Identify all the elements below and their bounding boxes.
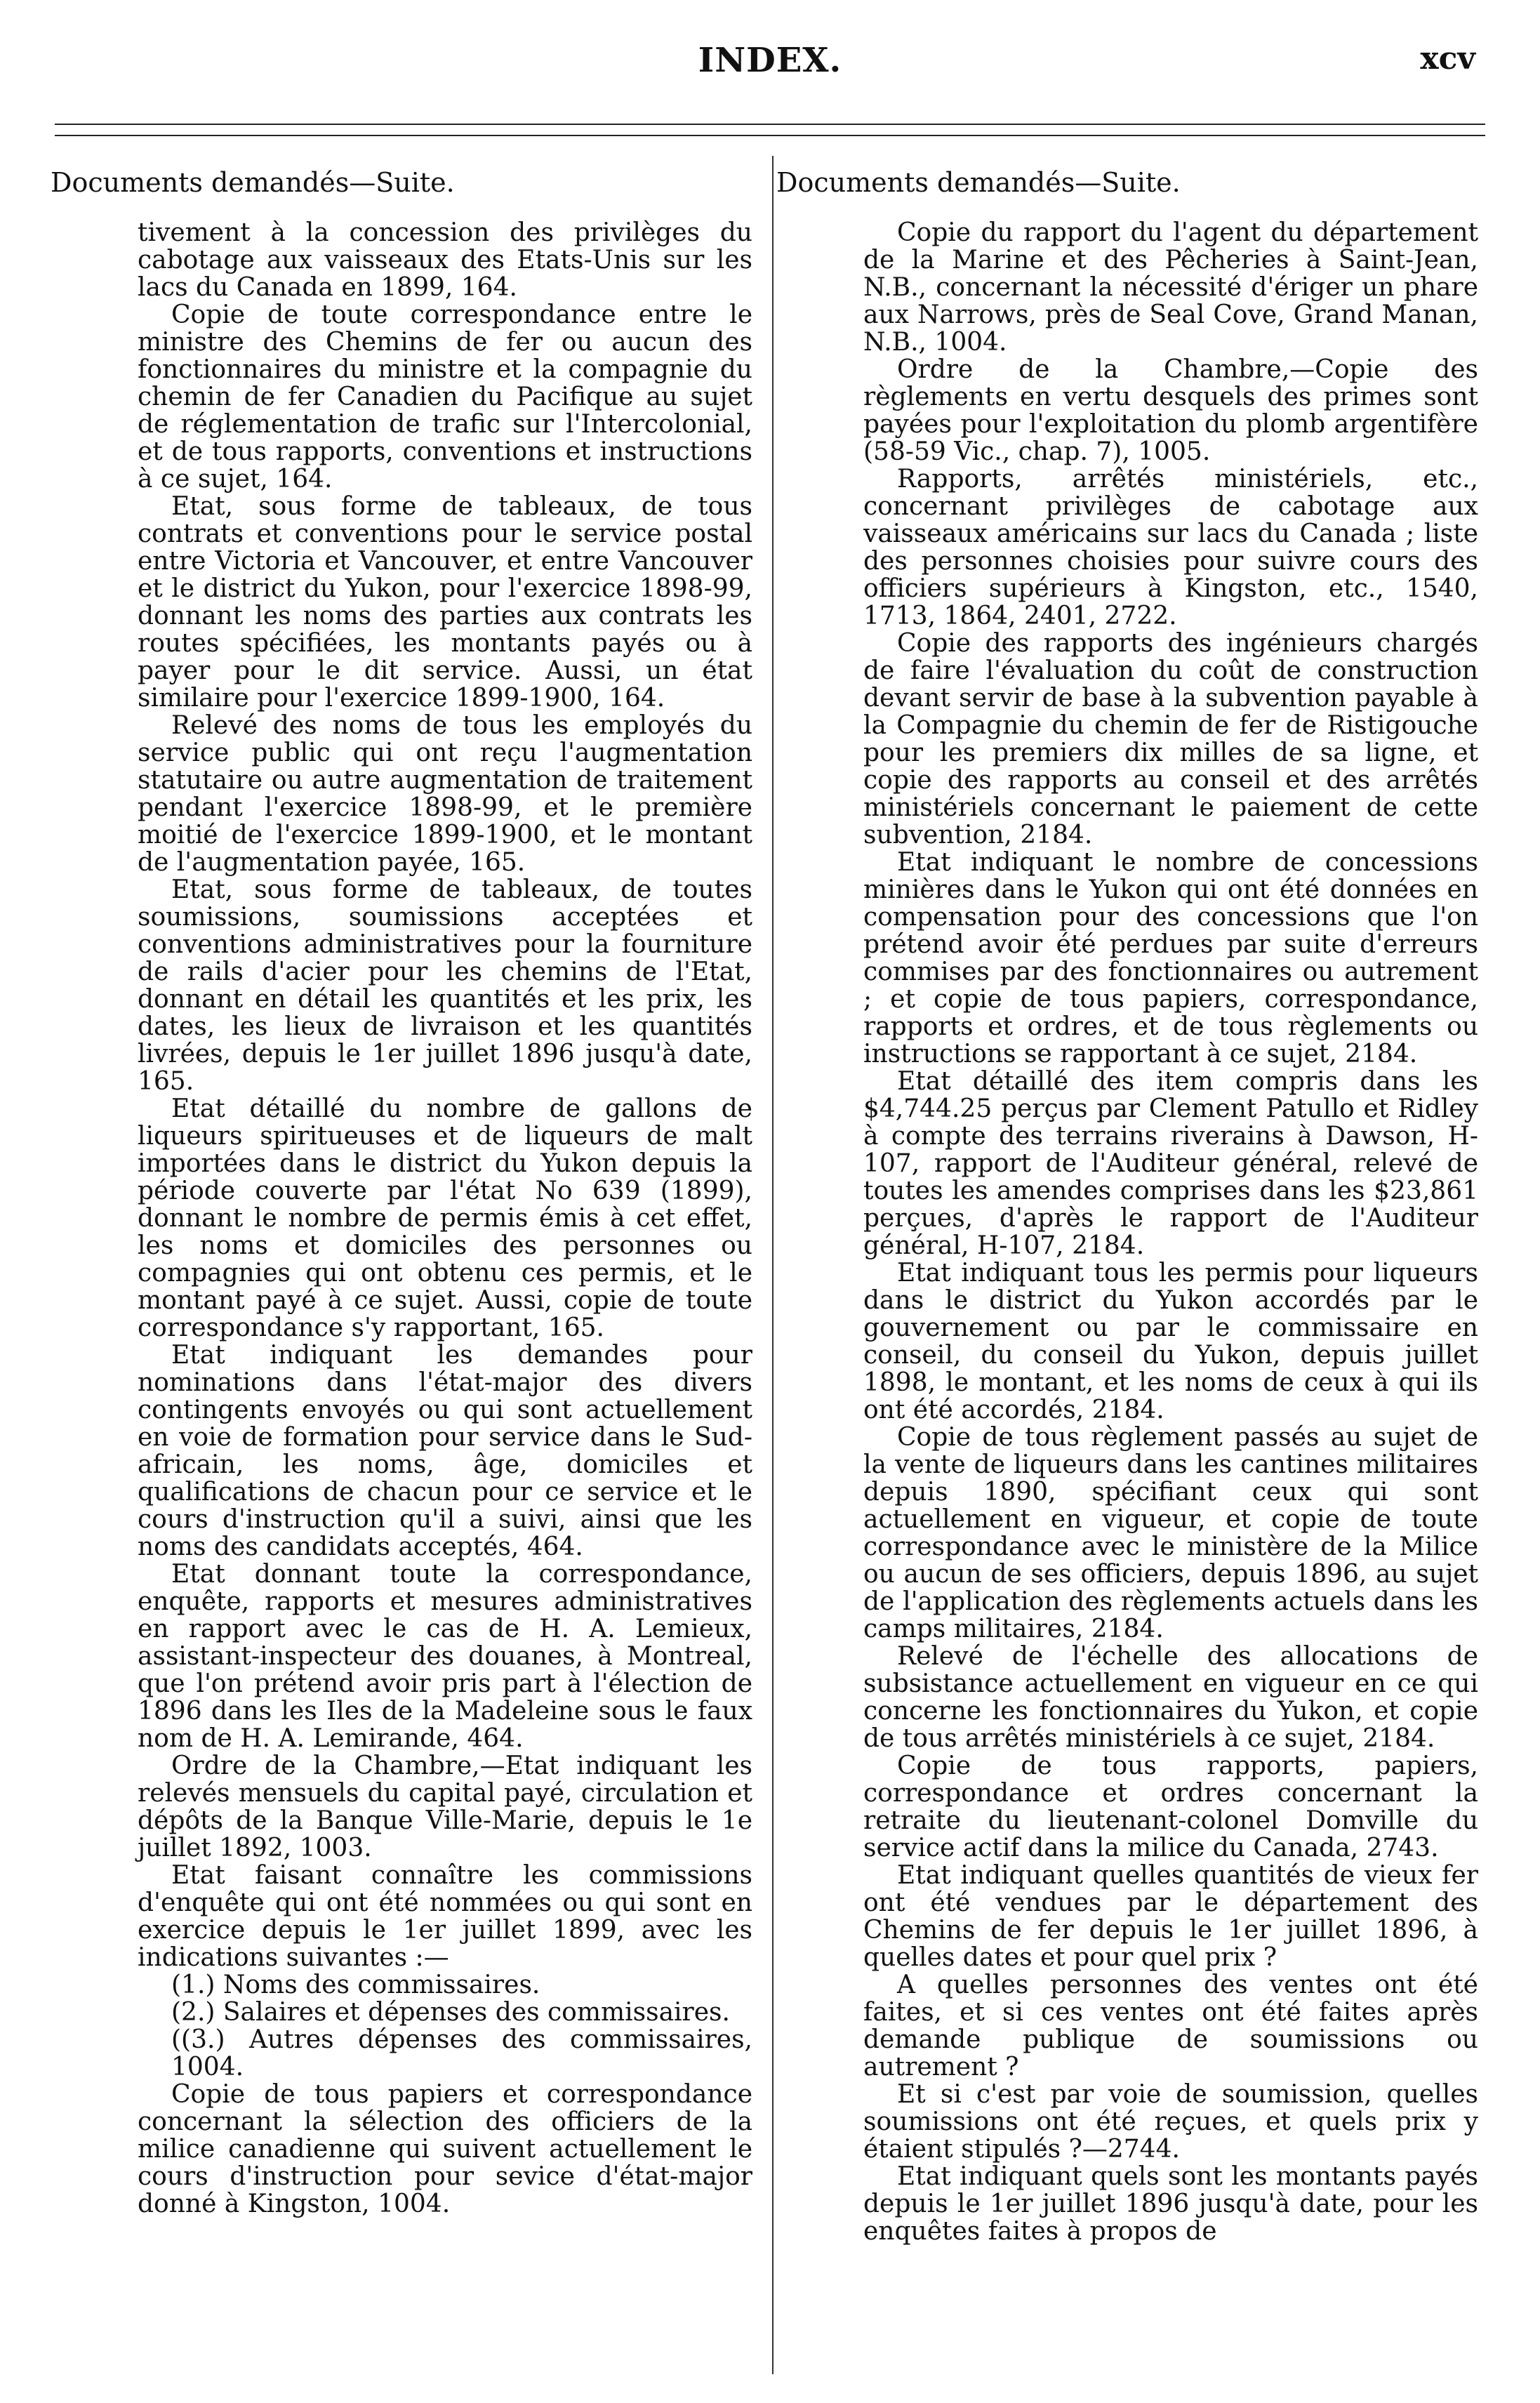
index-entry: Etat détaillé du nombre de gallons de liqueurs spiritueuses et de liqueurs de malt importées dans le district du Yukon depuis la période couverte par l'état No 639 (1899), donnant le nombre de permis émis à cet effet, les noms et domiciles des personnes ou compagnies qui ont obtenu ces permis, et le montant payé à ce sujet. Aussi, copie de toute correspondance s'y rapportant, 165.: [138, 1094, 752, 1342]
right-column-heading: Documents demandés—Suite.: [776, 167, 1181, 198]
index-entry: Etat, sous forme de tableaux, de toutes soumissions, soumissions acceptées et conventions administratives pour la fourniture de rails d'acier pour les chemins de l'Etat, donnant en détail les quantités et les prix, les dates, les lieux de livraison et les quantités livrées, depuis le 1er juillet 1896 jusqu'à date, 165.: [138, 875, 752, 1096]
left-column-heading: Documents demandés—Suite.: [51, 167, 455, 198]
column-divider: [772, 156, 774, 2374]
index-entry: Rapports, arrêtés ministériels, etc., concernant privilèges de cabotage aux vaisseaux américains sur lacs du Canada ; liste des personnes choisies pour suivre cours des officiers supérieurs à Kingston, etc., 1540, 1713, 1864, 2401, 2722.: [863, 465, 1478, 630]
right-column: [776, 166, 1478, 2245]
index-entry: Etat détaillé des item compris dans les $4,744.25 perçus par Clement Patullo et Ridley à compte des terrains riverains à Dawson, H-107, rapport de l'Auditeur général, relevé de toutes les amendes comprises dans les $23,861 perçues, d'après le rapport de l'Auditeur général, H-107, 2184.: [863, 1067, 1478, 1260]
index-entry: Etat donnant toute la correspondance, enquête, rapports et mesures administratives en rapport avec le cas de H. A. Lemieux, assistant-inspecteur des douanes, à Montreal, que l'on prétend avoir pris part à l'élection de 1896 dans les Iles de la Madeleine sous le faux nom de H. A. Lemirande, 464.: [138, 1560, 752, 1753]
index-entry: Et si c'est par voie de soumission, quelles soumissions ont été reçues, et quels prix y étaient stipulés ?—2744.: [863, 2080, 1478, 2164]
index-entry: Etat indiquant quels sont les montants payés depuis le 1er juillet 1896 jusqu'à date, pour les enquêtes faites à propos de: [863, 2162, 1478, 2246]
index-entry: Copie de tous règlement passés au sujet de la vente de liqueurs dans les cantines militaires depuis 1890, spécifiant ceux qui sont actuellement en vigueur, et copie de toute correspondance avec le ministère de la Milice ou aucun de ses officiers, depuis 1896, au sujet de l'application des règlements actuels dans les camps militaires, 2184.: [863, 1423, 1478, 1643]
index-entry: Etat faisant connaître les commissions d'enquête qui ont été nommées ou qui sont en exercice depuis le 1er juillet 1899, avec les indications suivantes :—: [138, 1861, 752, 1972]
index-entry: Etat indiquant tous les permis pour liqueurs dans le district du Yukon accordés par le gouvernement ou par le commissaire en conseil, du conseil du Yukon, depuis juillet 1898, le montant, et les noms de ceux à qui ils ont été accordés, 2184.: [863, 1259, 1478, 1424]
index-entry: tivement à la concession des privilèges du cabotage aux vaisseaux des Etats-Unis sur les lacs du Canada en 1899, 164.: [138, 218, 752, 302]
index-entry: Etat indiquant quelles quantités de vieux fer ont été vendues par le département des Chemins de fer depuis le 1er juillet 1896, à quelles dates et pour quel prix ?: [863, 1861, 1478, 1972]
right-column-body: [863, 219, 1478, 2245]
page-title: INDEX.: [698, 41, 842, 80]
index-entry: Etat indiquant les demandes pour nominations dans l'état-major des divers contingents envoyés ou qui sont actuellement en voie de formation pour service dans le Sud-africain, les noms, âge, domiciles et qualifications de chacun pour ce service et le cours d'instruction qu'il a suivi, ainsi que les noms des candidats acceptés, 464.: [138, 1341, 752, 1561]
header-rule-top: [55, 124, 1485, 125]
index-entry: Etat indiquant le nombre de concessions minières dans le Yukon qui ont été données en compensation pour des concessions que l'on prétend avoir été perdues par suite d'erreurs commises par des fonctionnaires ou autrement ; et copie de tous papiers, correspondance, rapports et ordres, et de tous règlements ou instructions se rapportant à ce sujet, 2184.: [863, 848, 1478, 1068]
index-sub-item: (2.) Salaires et dépenses des commissaires.: [171, 1998, 730, 2027]
header-rule-bottom: [55, 135, 1485, 136]
page-number: xcv: [1420, 41, 1475, 77]
index-entry: Copie de tous rapports, papiers, correspondance et ordres concernant la retraite du lieutenant-colonel Domville du service actif dans la milice du Canada, 2743.: [863, 1752, 1478, 1862]
index-entry: Ordre de la Chambre,—Copie des règlements en vertu desquels des primes sont payées pour l'exploitation du plomb argentifère (58-59 Vic., chap. 7), 1005.: [863, 355, 1478, 466]
left-column: [51, 166, 752, 2218]
index-entry: Relevé des noms de tous les employés du service public qui ont reçu l'augmentation statutaire ou autre augmentation de traitement pendant l'exercice 1898-99, et le première moitié de l'exercice 1899-1900, et le montant de l'augmentation payée, 165.: [138, 711, 752, 877]
index-entry: Ordre de la Chambre,—Etat indiquant les relevés mensuels du capital payé, circulation et dépôts de la Banque Ville-Marie, depuis le 1e juillet 1892, 1003.: [138, 1752, 752, 1862]
left-column-body: [138, 219, 752, 2218]
index-entry: Copie des rapports des ingénieurs chargés de faire l'évaluation du coût de construction devant servir de base à la subvention payable à la Compagnie du chemin de fer de Ristigouche pour les premiers dix milles de sa ligne, et copie des rapports au conseil et des arrêtés ministériels concernant le paiement de cette subvention, 2184.: [863, 629, 1478, 849]
index-entry: A quelles personnes des ventes ont été faites, et si ces ventes ont été faites après demande publique de soumissions ou autrement ?: [863, 1971, 1478, 2081]
index-sub-item: (1.) Noms des commissaires.: [171, 1971, 540, 1999]
index-entry: Copie de toute correspondance entre le ministre des Chemins de fer ou aucun des fonctionnaires du ministre et la compagnie du chemin de fer Canadien du Pacifique au sujet de réglementation de trafic sur l'Intercolonial, et de tous rapports, conventions et instructions à ce sujet, 164.: [138, 300, 752, 494]
index-entry: Etat, sous forme de tableaux, de tous contrats et conventions pour le service postal entre Victoria et Vancouver, et entre Vancouver et le district du Yukon, pour l'exercice 1898-99, donnant les noms des parties aux contrats les routes spécifiées, les montants payés ou à payer pour le dit service. Aussi, un état similaire pour l'exercice 1899-1900, 164.: [138, 492, 752, 713]
index-sub-item: ((3.) Autres dépenses des commissaires, 1004.: [171, 2025, 752, 2081]
running-head: [0, 41, 1540, 83]
index-entry: Relevé de l'échelle des allocations de subsistance actuellement en vigueur en ce qui concerne les fonctionnaires du Yukon, et copie de tous arrêtés ministériels à ce sujet, 2184.: [863, 1642, 1478, 1753]
index-entry: Copie du rapport du l'agent du département de la Marine et des Pêcheries à Saint-Jean, N.B., concernant la nécessité d'ériger un phare aux Narrows, près de Seal Cove, Grand Manan, N.B., 1004.: [863, 218, 1478, 357]
index-entry: Copie de tous papiers et correspondance concernant la sélection des officiers de la milice canadienne qui suivent actuellement le cours d'instruction pour sevice d'état-major donné à Kingston, 1004.: [138, 2080, 752, 2218]
